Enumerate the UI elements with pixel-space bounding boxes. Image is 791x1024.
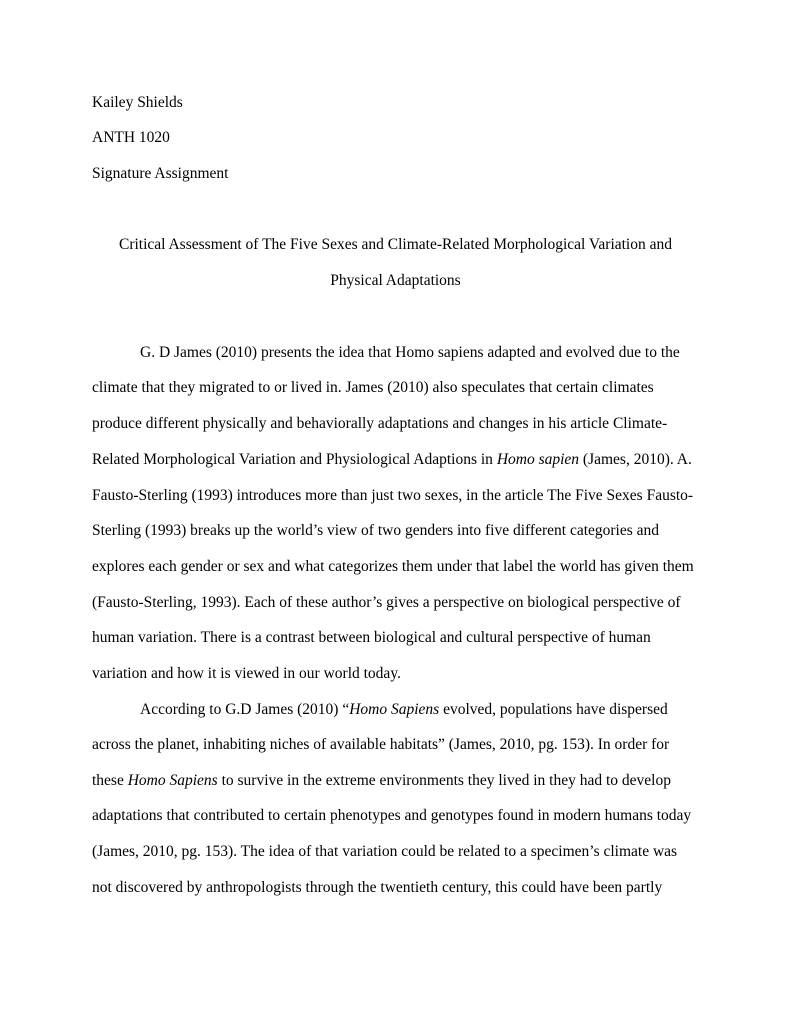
paragraph-line: explores each gender or sex and what categorizes them under that label the world has given them bbox=[92, 558, 694, 575]
course-code: ANTH 1020 bbox=[92, 129, 170, 146]
paragraph-line bbox=[140, 700, 668, 720]
paragraph-line: human variation. There is a contrast between biological and cultural perspective of human bbox=[92, 629, 651, 646]
paragraph-line bbox=[92, 771, 671, 791]
text-run: According to G.D James (2010) “ bbox=[140, 701, 350, 718]
paragraph-line: variation and how it is viewed in our world today. bbox=[92, 665, 401, 682]
author-name: Kailey Shields bbox=[92, 94, 183, 111]
title-line-2: Physical Adaptations bbox=[330, 272, 461, 289]
italic-term: Homo Sapiens bbox=[349, 701, 440, 718]
paragraph-line bbox=[92, 450, 692, 470]
paragraph-line: adaptations that contributed to certain phenotypes and genotypes found in modern humans today bbox=[92, 807, 692, 824]
text-run: these bbox=[92, 772, 128, 789]
paragraph-line: climate that they migrated to or lived in. James (2010) also speculates that certain climates bbox=[92, 379, 654, 396]
italic-term: Homo sapien bbox=[496, 451, 580, 468]
paragraph-line: Fausto-Sterling (1993) introduces more than just two sexes, in the article The Five Sexes Fausto- bbox=[92, 487, 694, 504]
paragraph-line: produce different physically and behaviorally adaptations and changes in his article Climate- bbox=[92, 415, 668, 432]
text-run: to survive in the extreme environments they lived in they had to develop bbox=[217, 772, 671, 789]
paragraph-line: across the planet, inhabiting niches of available habitats” (James, 2010, pg. 153). In order for bbox=[92, 736, 670, 753]
text-run: Related Morphological Variation and Physiological Adaptions in bbox=[92, 451, 497, 468]
paragraph-line: G. D James (2010) presents the idea that Homo sapiens adapted and evolved due to the bbox=[140, 344, 680, 361]
text-run: (James, 2010). A. bbox=[579, 451, 692, 468]
paragraph-line: not discovered by anthropologists through the twentieth century, this could have been partly bbox=[92, 879, 663, 896]
title-line-1: Critical Assessment of The Five Sexes and Climate-Related Morphological Variation and bbox=[118, 236, 672, 253]
assignment-label: Signature Assignment bbox=[92, 165, 229, 182]
paragraph-line: (James, 2010, pg. 153). The idea of that variation could be related to a specimen’s climate was bbox=[92, 843, 678, 860]
text-run: evolved, populations have dispersed bbox=[439, 701, 668, 718]
italic-term: Homo Sapiens bbox=[127, 772, 218, 789]
paragraph-line: (Fausto-Sterling, 1993). Each of these author’s gives a perspective on biological perspective of bbox=[92, 594, 681, 611]
paragraph-line: Sterling (1993) breaks up the world’s view of two genders into five different categories and bbox=[92, 522, 660, 539]
